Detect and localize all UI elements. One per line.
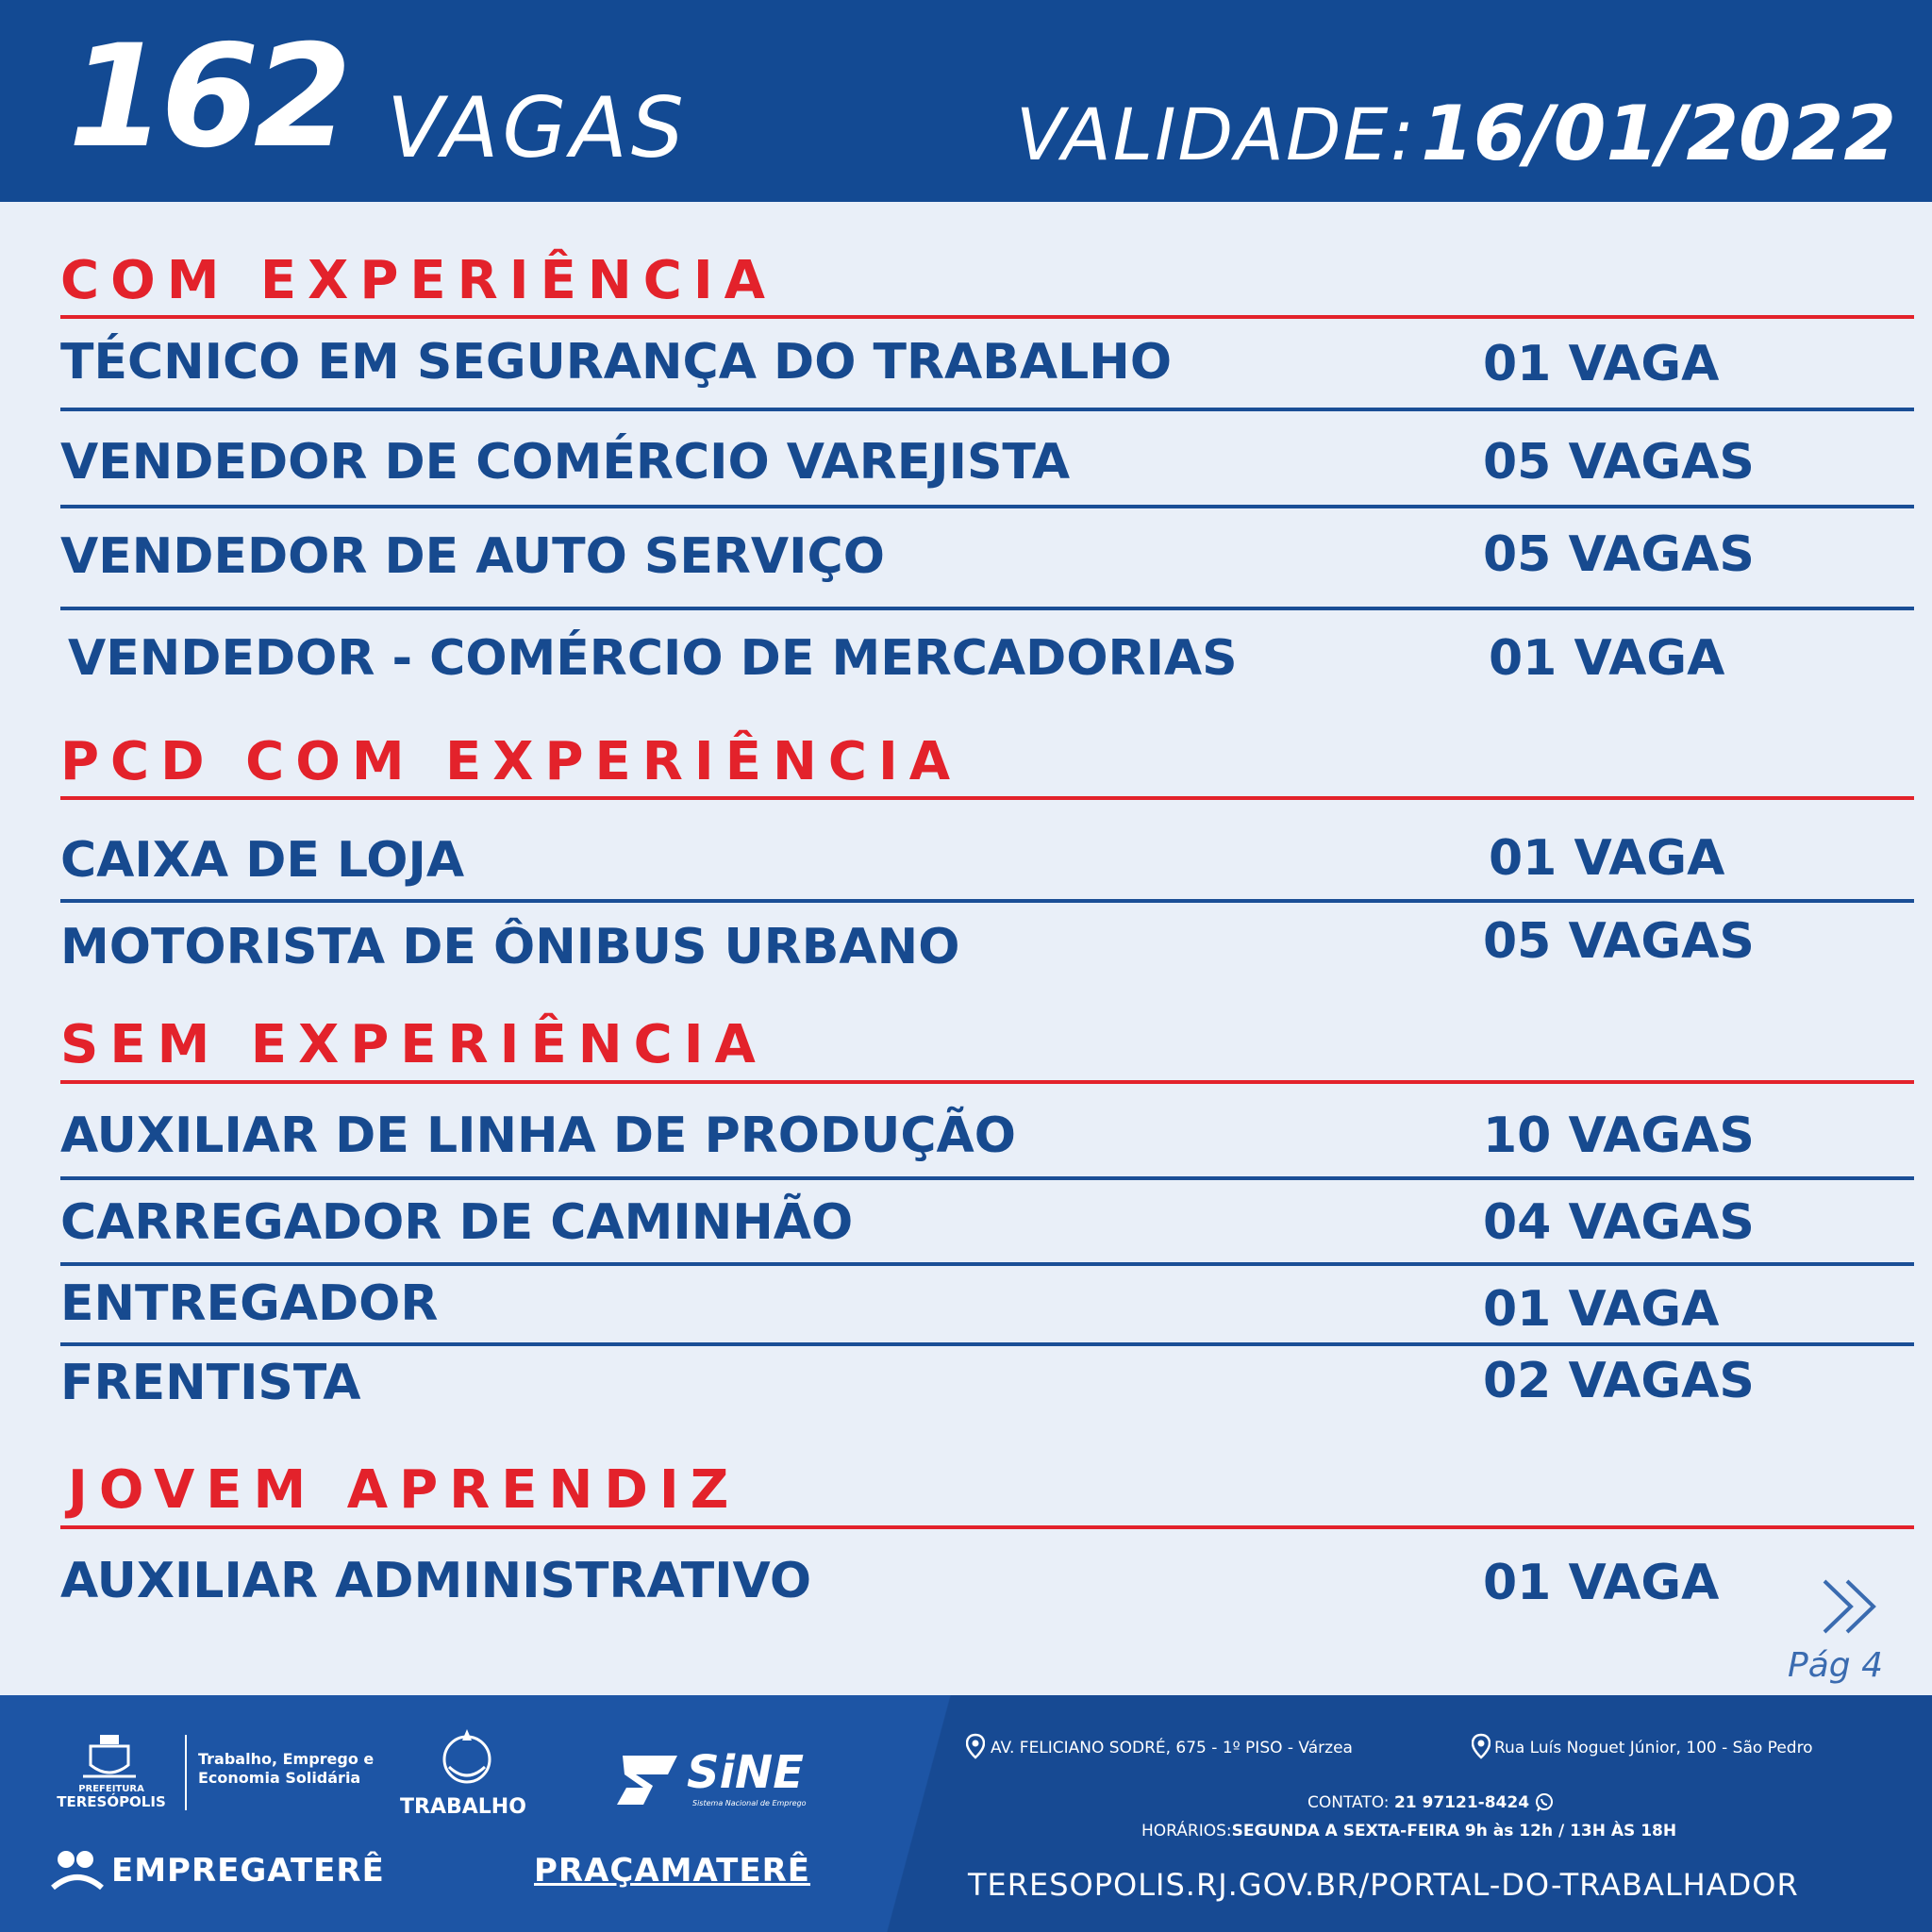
job-quantity: 01 VAGA (1489, 630, 1725, 687)
double-chevron-right-icon[interactable] (1819, 1577, 1885, 1636)
row-divider (60, 408, 1914, 411)
job-quantity: 01 VAGA (1483, 336, 1720, 392)
address-varzea: AV. FELICIANO SODRÉ, 675 - 1º PISO - Várzea (991, 1739, 1353, 1757)
validity (1015, 90, 1896, 177)
teresopolis-coat-of-arms-icon (79, 1733, 140, 1782)
whatsapp-icon (1534, 1792, 1555, 1813)
job-quantity: 10 VAGAS (1483, 1108, 1755, 1164)
empregatere-logo-text: EMPREGATERÊ (111, 1852, 385, 1890)
hours-value: SEGUNDA A SEXTA-FEIRA 9h às 12h / 13H ÀS 18H (1231, 1822, 1677, 1840)
job-role: MOTORISTA DE ÔNIBUS URBANO (60, 919, 960, 975)
row-divider (60, 1262, 1914, 1266)
job-role: FRENTISTA (60, 1355, 361, 1411)
job-role: AUXILIAR DE LINHA DE PRODUÇÃO (60, 1108, 1016, 1164)
sine-logo-icon (615, 1746, 685, 1814)
job-quantity: 01 VAGA (1483, 1281, 1720, 1338)
job-quantity: 02 VAGAS (1483, 1353, 1755, 1409)
validity-label: VALIDADE: (1015, 92, 1417, 176)
job-role: VENDEDOR DE AUTO SERVIÇO (60, 528, 885, 585)
job-quantity: 05 VAGAS (1483, 913, 1755, 970)
job-role: CARREGADOR DE CAMINHÃO (60, 1194, 854, 1251)
secretaria-name: Trabalho, Emprego e Economia Solidária (198, 1750, 375, 1787)
job-quantity: 05 VAGAS (1483, 434, 1755, 491)
row-divider (60, 505, 1914, 508)
row-divider (60, 899, 1914, 903)
hours-label: HORÁRIOS: (1141, 1822, 1232, 1840)
vacancy-count: 162 (68, 15, 347, 179)
prefeitura-city: TERESÓPOLIS (57, 1793, 166, 1810)
section-divider (60, 1080, 1914, 1084)
row-divider (60, 1342, 1914, 1346)
trabalho-logo-text: TRABALHO (400, 1795, 526, 1819)
sine-subtitle: Sistema Nacional de Emprego (692, 1799, 807, 1807)
job-role: TÉCNICO EM SEGURANÇA DO TRABALHO (60, 334, 1173, 391)
section-title-jovem-aprendiz: JOVEM APRENDIZ (68, 1459, 741, 1521)
contact-phone[interactable]: 21 97121-8424 (1393, 1793, 1530, 1812)
vacancy-count-label: VAGAS (387, 79, 688, 176)
section-divider (60, 315, 1914, 319)
row-divider (60, 607, 1914, 610)
row-divider (60, 1176, 1914, 1180)
job-role: CAIXA DE LOJA (60, 832, 465, 889)
section-title-com-experiencia: COM EXPERIÊNCIA (60, 250, 777, 311)
contact-label: CONTATO: (1307, 1793, 1390, 1812)
address-sao-pedro: Rua Luís Noguet Júnior, 100 - São Pedro (1494, 1739, 1813, 1757)
job-quantity: 01 VAGA (1489, 830, 1725, 887)
job-quantity: 05 VAGAS (1483, 526, 1755, 583)
job-role: AUXILIAR ADMINISTRATIVO (60, 1553, 812, 1609)
portal-link[interactable]: TERESOPOLIS.RJ.GOV.BR/PORTAL-DO-TRABALHADOR (968, 1867, 1799, 1903)
logo-separator (185, 1735, 187, 1810)
prefeitura-label: PREFEITURA (78, 1784, 144, 1794)
sine-logo-text: SiNE (687, 1746, 804, 1799)
section-title-sem-experiencia: SEM EXPERIÊNCIA (60, 1014, 767, 1075)
job-role: VENDEDOR DE COMÉRCIO VAREJISTA (60, 434, 1071, 491)
validity-date: 16/01/2022 (1421, 90, 1896, 177)
contact (1307, 1792, 1555, 1813)
prefeitura-logo-text (45, 1784, 177, 1810)
section-divider (60, 796, 1914, 800)
section-title-pcd-com-experiencia: PCD COM EXPERIÊNCIA (60, 731, 962, 792)
page-number: Pág 4 (1788, 1646, 1883, 1685)
job-role: VENDEDOR - COMÉRCIO DE MERCADORIAS (68, 630, 1238, 687)
job-quantity: 01 VAGA (1483, 1555, 1720, 1611)
pracatere-logo-text: PRAÇAMATERÊ (534, 1852, 811, 1890)
footer (0, 1695, 1932, 1932)
trabalho-emblem-icon (436, 1725, 498, 1791)
section-divider (60, 1525, 1914, 1529)
job-quantity: 04 VAGAS (1483, 1194, 1755, 1251)
header-bar (0, 0, 1932, 202)
job-role: ENTREGADOR (60, 1275, 439, 1332)
opening-hours (1141, 1822, 1676, 1840)
location-pin-icon (966, 1733, 985, 1759)
empregatere-logo-icon (49, 1848, 106, 1891)
location-pin-icon (1472, 1733, 1491, 1759)
